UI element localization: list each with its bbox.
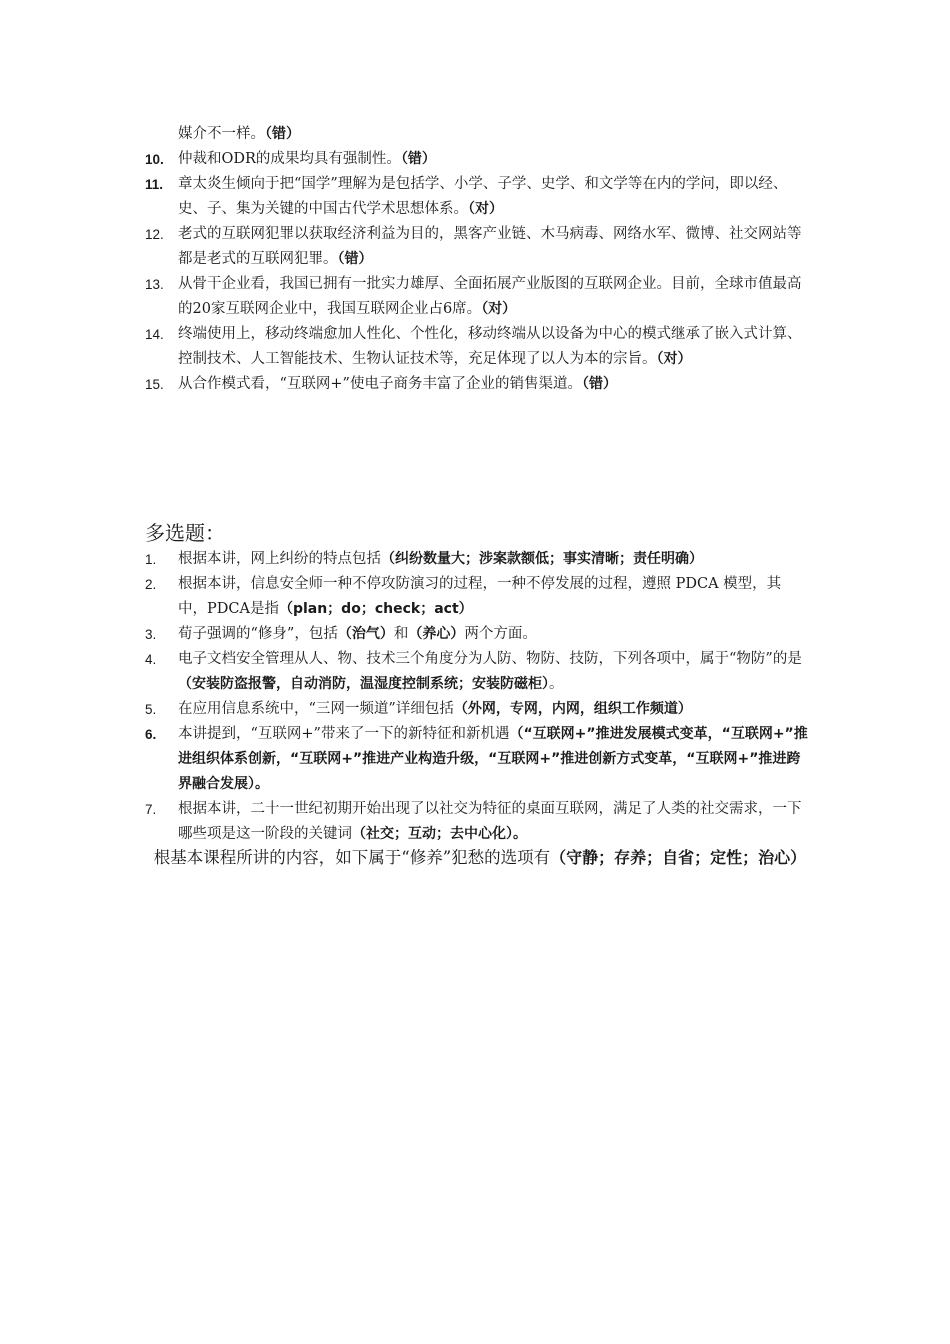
list-item (145, 572, 810, 622)
item-answer: （plan；do；check；act） (278, 601, 473, 617)
item-answer: （对） (656, 351, 692, 367)
item-text: 在应用信息系统中，“三网一频道”详细包括 (178, 701, 454, 717)
section-heading: 多选题： (145, 521, 225, 545)
item-answer: （“互联网+”推进发展模式变革，“互联网+”推进组织体系创新，“互联网+”推进产业构造升级，“互联网+”推进创新方式变革，“互联网+”推进跨界融合发展）。 (178, 726, 808, 792)
item-answer: （错） (400, 151, 436, 167)
item-number: 12. (145, 227, 164, 242)
item-text: 本讲提到，“互联网+”带来了一下的新特征和新机遇 (178, 726, 510, 742)
item-text: 章太炎生倾向于把“国学”理解为是包括学、小学、子学、史学、和文学等在内的学问，即以经、史、子、集为关键的中国古代学术思想体系。 (178, 176, 788, 217)
item-number: 2. (145, 577, 157, 592)
item-answer: （错） (581, 376, 617, 392)
item-number: 15. (145, 377, 164, 392)
list-item (145, 147, 810, 172)
item-text: 根据本讲，网上纠纷的特点包括 (178, 551, 381, 567)
item-text: 从骨干企业看，我国已拥有一批实力雄厚、全面拓展产业版图的互联网企业。目前，全球市值最高的20家互联网企业中，我国互联网企业占6席。 (178, 276, 802, 317)
multiple-choice-list (145, 547, 810, 847)
closing-answer: （守静；存养；自省；定性；治心） (550, 848, 807, 867)
item-number: 4. (145, 652, 157, 667)
item-text: 电子文档安全管理从人、物、技术三个角度分为人防、物防、技防，下列各项中，属于“物防”的是 (178, 651, 802, 667)
closing-question (145, 844, 815, 871)
continuation-line (178, 122, 300, 147)
item-text: 荀子强调的“修身”，包括 (178, 626, 338, 642)
item-answer: （对） (481, 301, 517, 317)
item-text-after: 。 (549, 676, 564, 692)
list-item (145, 722, 810, 797)
item-text: 根据本讲，信息安全师一种不停攻防演习的过程，一种不停发展的过程，遵照 PDCA 模型，其中，PDCA是指 (178, 576, 782, 617)
item-number: 6. (145, 727, 157, 742)
item-number: 14. (145, 327, 164, 342)
item-connector: 和 (393, 626, 409, 642)
continuation-text: 媒介不一样。 (178, 126, 265, 142)
continuation-answer: （错） (265, 126, 300, 142)
item-number: 13. (145, 277, 164, 292)
item-answer: （安装防盗报警，自动消防，温湿度控制系统；安装防磁柜） (178, 676, 549, 692)
list-item (145, 372, 810, 397)
item-answer: （社交；互动；去中心化）。 (352, 826, 527, 842)
list-item (145, 797, 810, 847)
item-text: 老式的互联网犯罪以获取经济利益为目的，黑客产业链、木马病毒、网络水军、微博、社交网站等都是老式的互联网犯罪。 (178, 226, 802, 267)
list-item (145, 322, 810, 372)
item-answer: （外网，专网，内网，组织工作频道） (453, 701, 692, 717)
list-item (145, 172, 810, 222)
item-text: 仲裁和ODR的成果均具有强制性。 (178, 151, 401, 167)
list-item (145, 547, 810, 572)
item-text: 终端使用上，移动终端愈加人性化、个性化，移动终端从以设备为中心的模式继承了嵌入式计算、控制技术、人工智能技术、生物认证技术等，充足体现了以人为本的宗旨。 (178, 326, 802, 367)
list-item (145, 697, 810, 722)
item-text: 根据本讲，二十一世纪初期开始出现了以社交为特征的桌面互联网，满足了人类的社交需求，一下哪些项是这一阶段的关键词 (178, 801, 802, 842)
item-answer: （错） (337, 251, 373, 267)
item-answer-second: （养心） (408, 626, 465, 642)
list-item (145, 222, 810, 272)
item-text: 从合作模式看，“互联网+”使电子商务丰富了企业的销售渠道。 (178, 376, 582, 392)
item-number: 10. (145, 152, 164, 167)
item-number: 7. (145, 802, 157, 817)
item-number: 5. (145, 702, 157, 717)
item-number: 1. (145, 552, 157, 567)
list-item (145, 647, 810, 697)
item-number: 3. (145, 627, 157, 642)
list-item (145, 272, 810, 322)
item-text-after: 两个方面。 (464, 626, 537, 642)
list-item (145, 622, 810, 647)
item-number: 11. (145, 177, 164, 192)
closing-text: 根基本课程所讲的内容，如下属于“修养”犯愁的选项有 (153, 848, 551, 867)
item-answer: （治气） (337, 626, 394, 642)
item-answer: （对） (468, 201, 503, 217)
item-answer: （纠纷数量大；涉案款额低；事实清晰；责任明确） (381, 551, 703, 567)
true-false-list (145, 147, 810, 397)
